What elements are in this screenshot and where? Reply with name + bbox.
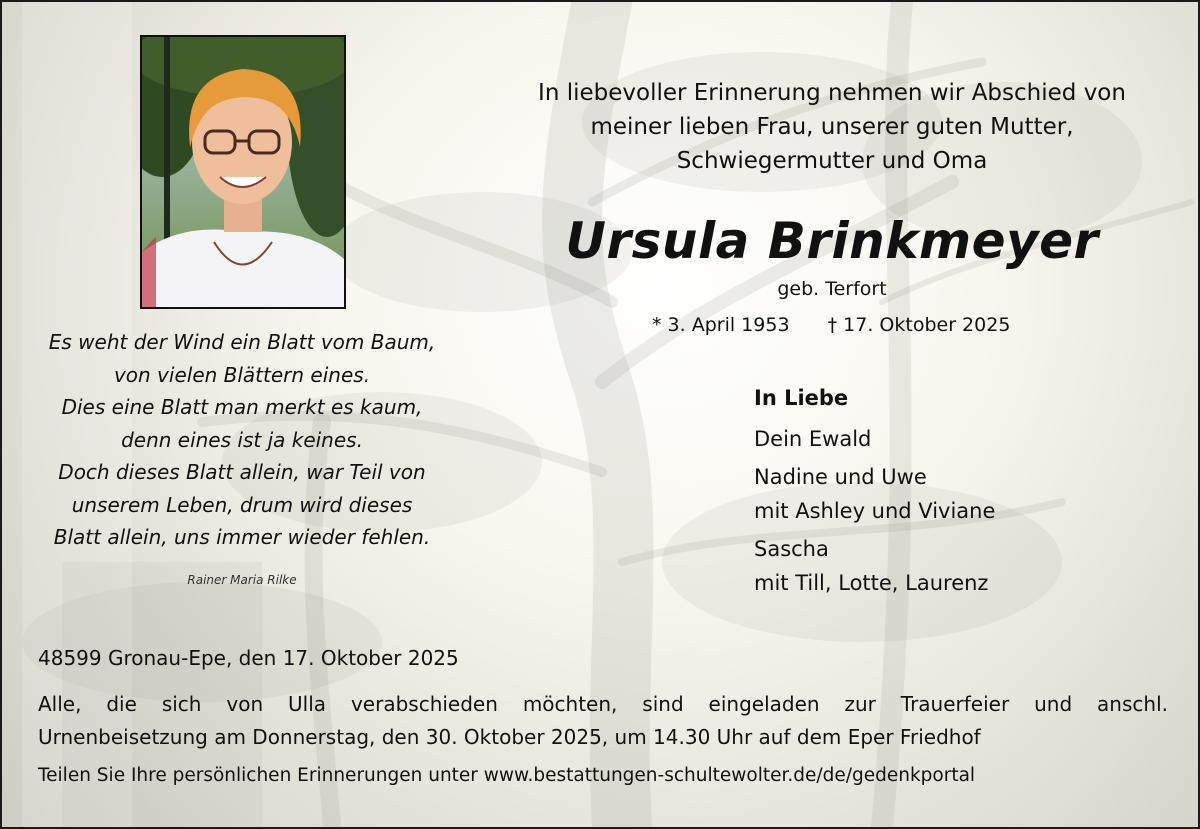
- life-dates: [652, 314, 1010, 336]
- mourner-line: mit Till, Lotte, Laurenz: [754, 571, 989, 595]
- mourners-list: [754, 382, 995, 604]
- death-date: † 17. Oktober 2025: [827, 314, 1011, 336]
- portrait-illustration: [142, 37, 344, 307]
- poem-author: Rainer Maria Rilke: [187, 573, 297, 587]
- intro-line: Schwiegermutter und Oma: [676, 148, 988, 174]
- memorial-portal-text: Teilen Sie Ihre persönlichen Erinnerungen unter www.bestattungen-schultewolter.de/de/gedenkportal: [38, 765, 976, 786]
- poem-line: Doch dieses Blatt allein, war Teil von: [58, 460, 426, 484]
- notice-line: Alle, die sich von Ulla verabschieden möchten, sind eingeladen zur Trauerfeier und anschl.: [38, 692, 1168, 716]
- poem-line: denn eines ist ja keines.: [121, 427, 363, 452]
- mourner-group: [754, 422, 995, 456]
- mourner-line: Nadine und Uwe: [754, 465, 927, 489]
- poem-line: unserem Leben, drum wird dieses: [71, 492, 413, 517]
- deceased-name: Ursula Brinkmeyer: [565, 212, 1099, 270]
- funeral-notice: [38, 688, 1168, 754]
- birth-date: * 3. April 1953: [652, 314, 790, 336]
- mourner-group: [754, 460, 995, 528]
- intro-line: In liebevoller Erinnerung nehmen wir Abschied von: [538, 80, 1126, 106]
- mourner-line: mit Ashley und Viviane: [754, 499, 996, 523]
- poem-line: von vielen Blättern eines.: [113, 362, 371, 387]
- maiden-name: geb. Terfort: [777, 278, 887, 300]
- mourners-heading: In Liebe: [754, 386, 849, 410]
- portrait-photo: [140, 35, 346, 309]
- mourner-line: Sascha: [754, 537, 829, 561]
- notice-line: Urnenbeisetzung am Donnerstag, den 30. Oktober 2025, um 14.30 Uhr auf dem Eper Friedhof: [38, 725, 981, 749]
- intro-text: [472, 76, 1192, 178]
- poem-line: Blatt allein, uns immer wieder fehlen.: [53, 525, 431, 549]
- mourner-line: Dein Ewald: [754, 427, 872, 451]
- place-and-date: 48599 Gronau-Epe, den 17. Oktober 2025: [38, 646, 459, 670]
- mourner-group: [754, 532, 995, 600]
- poem-line: Es weht der Wind ein Blatt vom Baum,: [48, 330, 436, 354]
- poem: [22, 326, 462, 554]
- intro-line: meiner lieben Frau, unserer guten Mutter,: [590, 114, 1074, 140]
- poem-line: Dies eine Blatt man merkt es kaum,: [61, 395, 423, 419]
